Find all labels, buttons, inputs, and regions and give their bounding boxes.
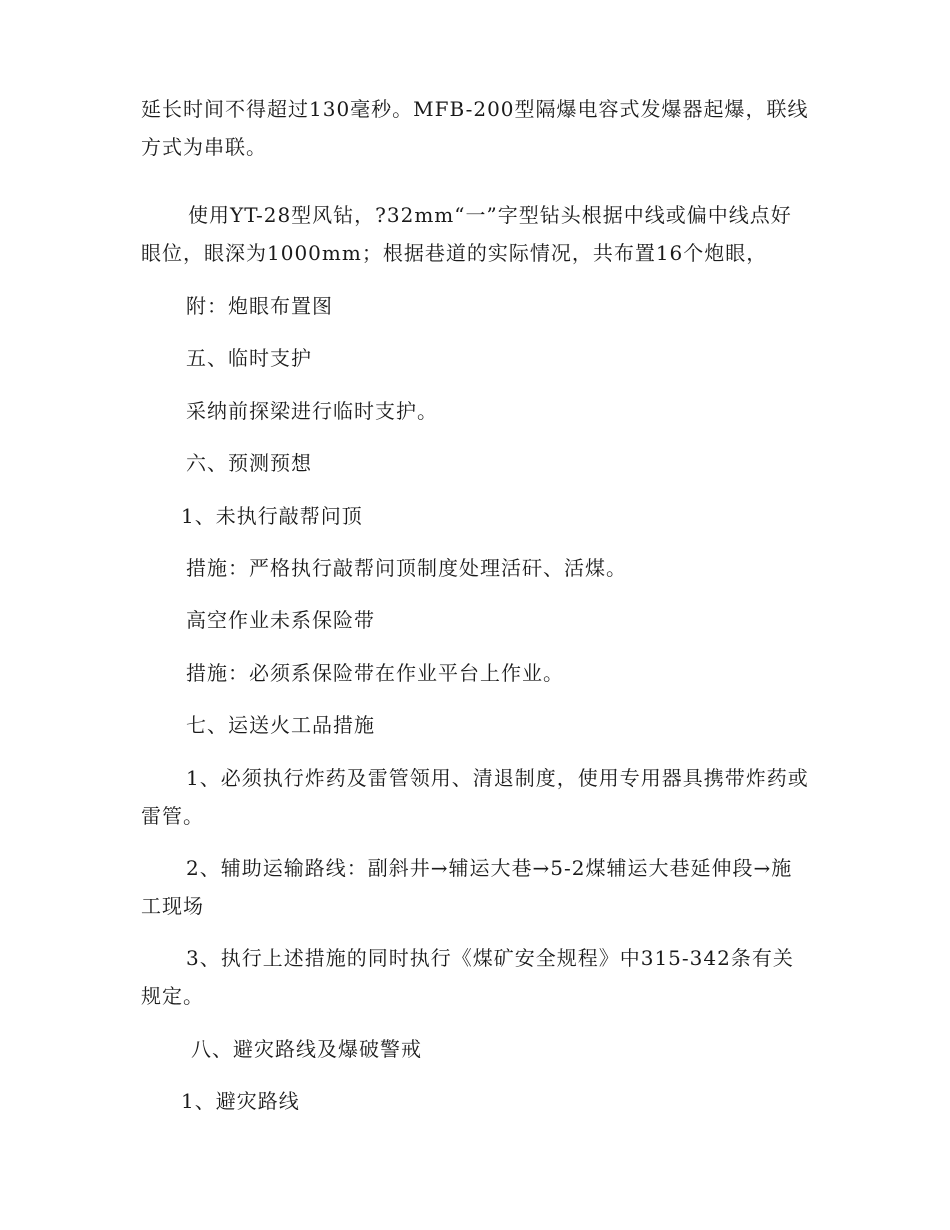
section-heading-6: 六、预测预想: [186, 451, 312, 475]
section-heading-7: 七、运送火工品措施: [186, 713, 375, 737]
section-heading-8: 八、避灾路线及爆破警戒: [191, 1037, 422, 1061]
section-heading-5: 五、临时支护: [186, 346, 312, 370]
list-item-explosives-1: 1、必须执行炸药及雷管领用、清退制度，使用专用器具携带炸药或雷管。: [141, 766, 809, 828]
paragraph-support: 采纳前探梁进行临时支护。: [186, 399, 438, 423]
paragraph-drilling: 使用YT-28型风钻，?32mm“一”字型钻头根据中线或偏中线点好眼位，眼深为1000mm；根据巷道的实际情况，共布置16个炮眼，: [141, 203, 792, 265]
list-item-escape-route: 1、避灾路线: [181, 1089, 300, 1113]
list-item-explosives-2: 2、辅助运输路线：副斜井→辅运大巷→5-2煤辅运大巷延伸段→施工现场: [141, 856, 793, 918]
paragraph-detonation: 延长时间不得超过130毫秒。MFB-200型隔爆电容式发爆器起爆，联线方式为串联。: [141, 97, 809, 159]
list-item-1: 1、未执行敲帮问顶: [181, 504, 363, 528]
paragraph-measure-1: 措施：严格执行敲帮问顶制度处理活矸、活煤。: [186, 556, 627, 580]
paragraph-attachment: 附：炮眼布置图: [186, 294, 333, 318]
list-item-explosives-3: 3、执行上述措施的同时执行《煤矿安全规程》中315-342条有关规定。: [141, 946, 794, 1008]
paragraph-risk-2: 高空作业未系保险带: [186, 608, 375, 632]
paragraph-measure-2: 措施：必须系保险带在作业平台上作业。: [186, 661, 564, 685]
